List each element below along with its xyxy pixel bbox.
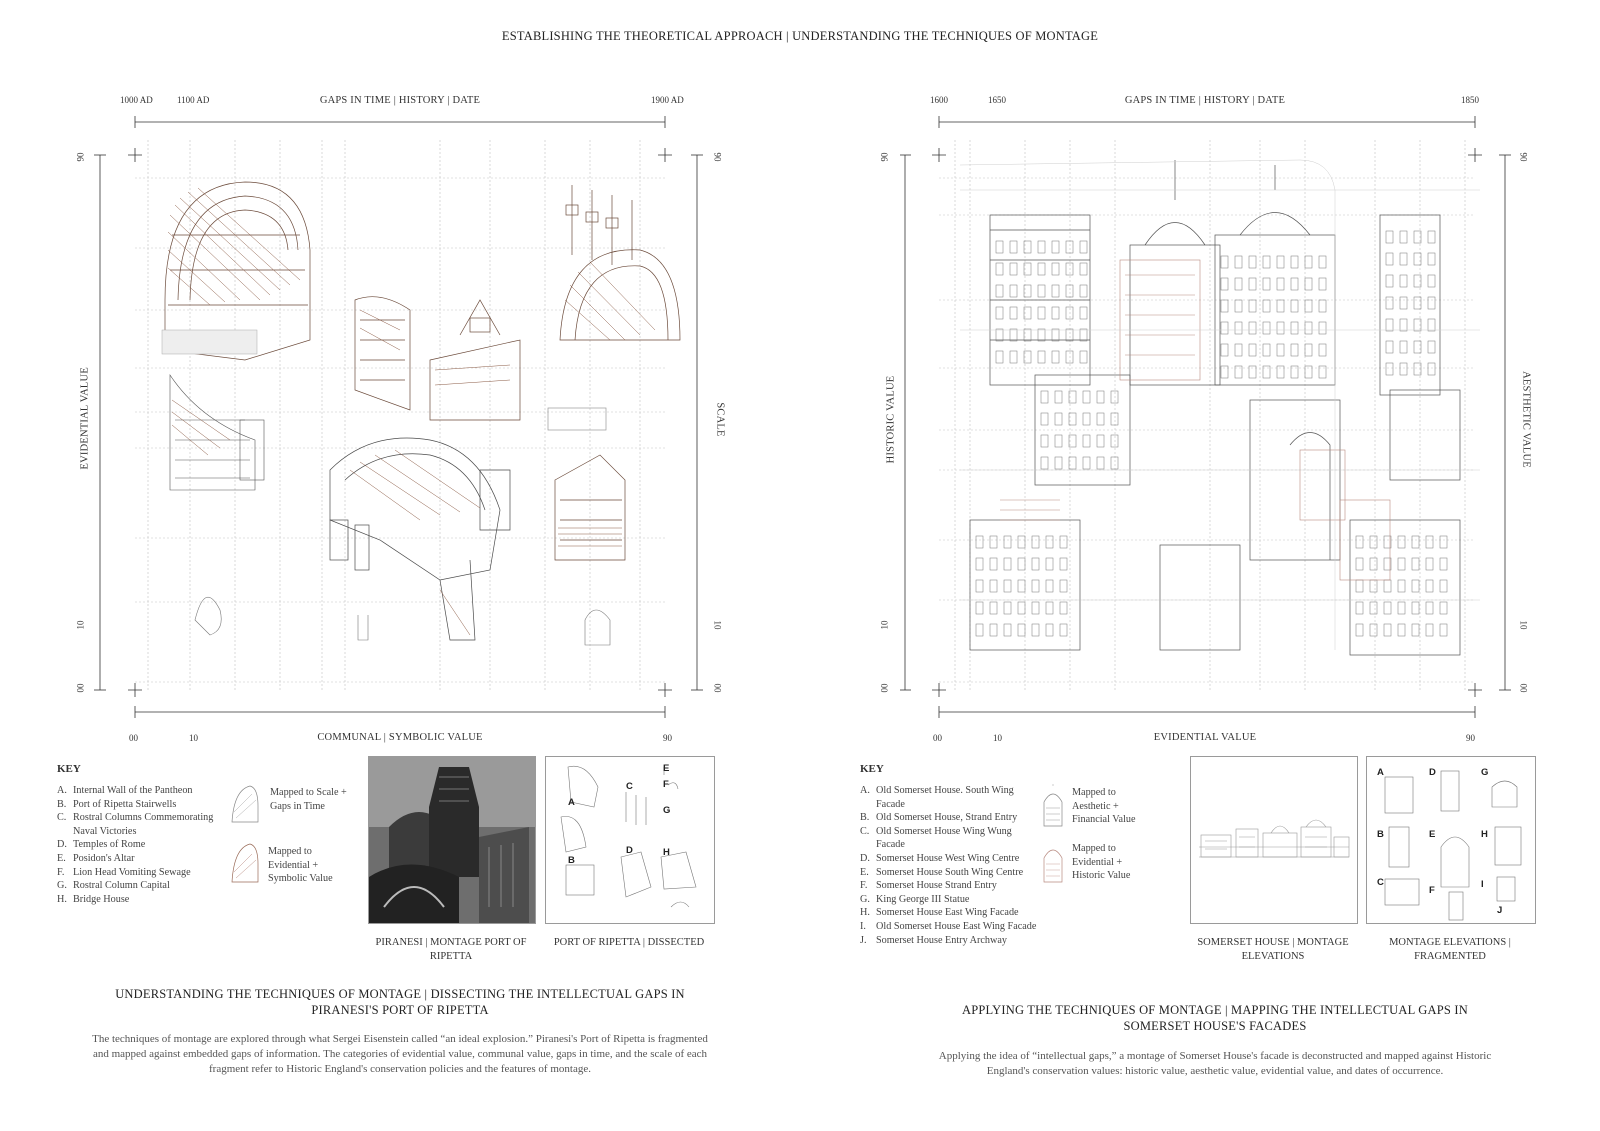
page-title: ESTABLISHING THE THEORETICAL APPROACH | UNDERSTANDING THE TECHNIQUES OF MONTAGE: [501, 29, 1099, 43]
right-y2-tick-00: 00: [1518, 683, 1529, 693]
engraving-image: [369, 757, 535, 923]
left-key-item-f: F. Lion Head Vomiting Sewage: [57, 866, 191, 878]
left-y2-tick-00: 00: [712, 683, 723, 693]
fragment-letter-a: A: [1377, 767, 1384, 778]
left-y-tick-00: 00: [75, 683, 86, 693]
right-key-heading: KEY: [860, 763, 884, 775]
left-key-item-c: C. Rostral Columns Commemorating Naval Victories: [57, 812, 214, 837]
left-key-list: [57, 784, 235, 906]
dissected-letter-c: C: [626, 781, 633, 792]
fragment-sketches: [1367, 757, 1535, 923]
left-y2-axis-title: SCALE: [714, 402, 726, 437]
right-bottom-axis-title: EVIDENTIAL VALUE: [1153, 732, 1257, 743]
right-key-item-b: B. Old Somerset House, Strand Entry: [860, 812, 1018, 824]
left-key-item-b: B. Port of Ripetta Stairwells: [57, 798, 177, 810]
left-top-tick-1: 1000 AD: [120, 95, 153, 105]
piranesi-engraving-thumb[interactable]: [368, 756, 536, 924]
fragment-letter-c: C: [1377, 877, 1384, 888]
left-grid-montage: [90, 110, 810, 730]
right-legend-dome-1-icon: [1040, 784, 1066, 828]
dissected-letter-e: E: [663, 763, 670, 774]
right-y2-tick-90: 90: [1518, 152, 1529, 162]
right-key-item-g: G. King George III Statue: [860, 893, 970, 905]
right-key-list: [860, 784, 1038, 947]
fragment-letter-e: E: [1429, 829, 1436, 840]
left-top-tick-2: 1100 AD: [177, 95, 210, 105]
right-top-axis-title: GAPS IN TIME | HISTORY | DATE: [1124, 95, 1286, 106]
right-key-item-a: A. Old Somerset House. South Wing Facade: [860, 785, 1014, 810]
left-key-item-e: E. Posidon's Altar: [57, 852, 135, 864]
left-bottom-axis-title: COMMUNAL | SYMBOLIC VALUE: [317, 732, 483, 743]
fragment-letter-h: H: [1481, 829, 1488, 840]
fragment-letter-d: D: [1429, 767, 1436, 778]
right-top-tick-2: 1650: [988, 95, 1006, 105]
left-bottom-tick-2: 10: [189, 733, 198, 743]
right-key-item-f: F. Somerset House Strand Entry: [860, 880, 997, 892]
left-section-title: UNDERSTANDING THE TECHNIQUES OF MONTAGE | DISSECTING THE INTELLECTUAL GAPS IN PIRANESI'S PORT OF RIPETTA: [115, 987, 685, 1017]
right-top-tick-1: 1600: [930, 95, 948, 105]
right-bottom-tick-1: 00: [933, 733, 942, 743]
left-key-heading: KEY: [57, 763, 81, 775]
somerset-montage-thumb[interactable]: [1190, 756, 1358, 924]
dissected-letter-h: H: [663, 847, 670, 858]
left-top-axis-title: GAPS IN TIME | HISTORY | DATE: [319, 95, 481, 106]
fragment-letter-g: G: [1481, 767, 1489, 778]
left-y-axis-title: EVIDENTIAL VALUE: [79, 367, 91, 470]
left-paragraph: The techniques of montage are explored through what Sergei Eisenstein called “an ideal explosion.” Piranesi's Port of Ripetta is fragmented and mapped against embedded gaps of information. The categories of evidential value, communal value, gaps in time, and the scale of each fragment refer to Historic England's conservation policies and the features of montage.: [92, 1033, 708, 1075]
right-section-title: APPLYING THE TECHNIQUES OF MONTAGE | MAPPING THE INTELLECTUAL GAPS IN SOMERSET HOUSE'S FACADES: [962, 1003, 1468, 1033]
dissected-letter-d: D: [626, 845, 633, 856]
fragment-letter-j: J: [1497, 905, 1503, 916]
right-legend-2: Mapped to Evidential + Historic Value: [1072, 843, 1131, 882]
fragment-letter-i: I: [1481, 879, 1484, 890]
left-y-tick-10: 10: [75, 620, 86, 630]
dissected-caption: PORT OF RIPETTA | DISSECTED: [553, 937, 705, 948]
right-key-item-i: I. Old Somerset House East Wing Facade: [860, 920, 1037, 932]
somerset-montage-caption: SOMERSET HOUSE | MONTAGE ELEVATIONS: [1197, 937, 1349, 962]
fragmented-elevations-thumb[interactable]: [1366, 756, 1536, 924]
left-bottom-tick-3: 90: [663, 733, 672, 743]
dissected-letter-a: A: [568, 797, 575, 808]
left-legend-2: Mapped to Evidential + Symbolic Value: [268, 846, 333, 885]
left-y-tick-90: 90: [75, 152, 86, 162]
left-top-tick-3: 1900 AD: [651, 95, 684, 105]
right-y-tick-10: 10: [879, 620, 890, 630]
right-y2-axis-title: AESTHETIC VALUE: [1520, 371, 1532, 468]
left-legend-sketch-1-icon: [228, 782, 262, 826]
right-top-tick-3: 1850: [1461, 95, 1479, 105]
left-key-item-d: D. Temples of Rome: [57, 839, 146, 851]
left-key-item-g: G. Rostral Column Capital: [57, 880, 170, 892]
right-legend-dome-2-icon: [1040, 840, 1066, 884]
right-grid-montage: [900, 110, 1540, 730]
fragment-letter-b: B: [1377, 829, 1384, 840]
right-bottom-tick-2: 10: [993, 733, 1002, 743]
right-key-item-e: E. Somerset House South Wing Centre: [860, 866, 1024, 878]
ripetta-dissected-thumb[interactable]: [545, 756, 715, 924]
left-legend-1: Mapped to Scale + Gaps in Time: [270, 787, 347, 812]
right-key-item-j: J. Somerset House Entry Archway: [860, 934, 1007, 946]
left-legend-sketch-2-icon: [228, 840, 262, 886]
dissected-letter-g: G: [663, 805, 671, 816]
piranesi-caption: PIRANESI | MONTAGE PORT OF RIPETTA: [375, 937, 527, 962]
right-y-tick-90: 90: [879, 152, 890, 162]
right-key-item-c: C. Old Somerset House Wing Wung Facade: [860, 825, 1012, 851]
right-legend-1: Mapped to Aesthetic + Financial Value: [1072, 787, 1136, 826]
somerset-elevation-sketch: [1191, 757, 1357, 923]
dissected-letter-f: F: [663, 779, 669, 790]
right-key-item-d: D. Somerset House West Wing Centre: [860, 852, 1020, 864]
left-bottom-tick-1: 00: [129, 733, 138, 743]
left-y2-tick-90: 90: [712, 152, 723, 162]
right-bottom-tick-3: 90: [1466, 733, 1475, 743]
right-y-tick-00: 00: [879, 683, 890, 693]
right-y-axis-title: HISTORIC VALUE: [885, 375, 897, 464]
dissected-letter-b: B: [568, 855, 575, 866]
left-key-item-a: A. Internal Wall of the Pantheon: [57, 785, 193, 796]
left-y2-tick-10: 10: [712, 620, 723, 630]
right-key-item-h: H. Somerset House East Wing Facade: [860, 907, 1019, 919]
left-key-item-h: H. Bridge House: [57, 893, 130, 905]
fragment-letter-f: F: [1429, 885, 1435, 896]
right-y2-tick-10: 10: [1518, 620, 1529, 630]
right-paragraph: Applying the idea of “intellectual gaps,” a montage of Somerset House's facade is deconstructed and mapped against Historic England's conservation values: historic value, aesthetic value, evidential value, and dates of occurrence.: [938, 1050, 1492, 1077]
fragmented-caption: MONTAGE ELEVATIONS | FRAGMENTED: [1389, 937, 1511, 962]
